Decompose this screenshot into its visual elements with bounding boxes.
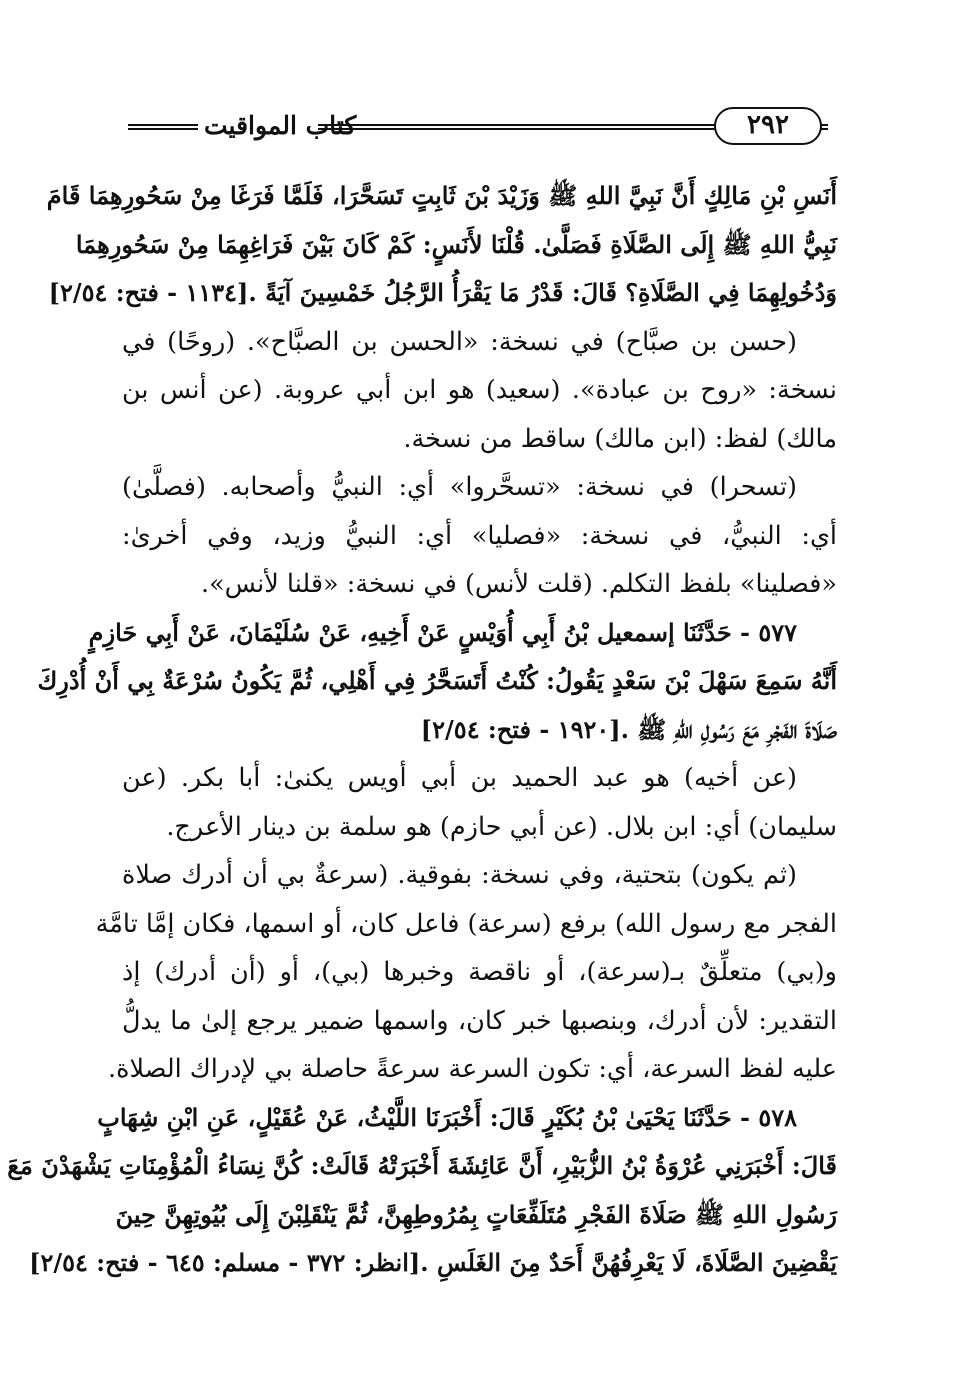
text-line: صَلَاةَ الفَجْرِ مَعَ رَسُولِ اللهِ ﷺ .[١٩٢٠ - فتح: ٢/٥٤] [420, 714, 837, 744]
page-number: ٢٩٢ [714, 107, 822, 145]
commentary-line: نسخة: «روح بن عبادة». (سعيد) هو ابن أبي عروبة. (عن أنس بن [122, 375, 837, 405]
commentary-line: مالك) لفظ: (ابن مالك) ساقط من نسخة. [403, 423, 837, 454]
commentary-line: و(بي) متعلِّقٌ بـ(سرعة)، أو ناقصة وخبرها (بي)، أو (أن أدرك) إذ [122, 957, 837, 987]
commentary-line: (عن أخيه) هو عبد الحميد بن أبي أويس يكنىٰ: أبا بكر. (عن [122, 763, 797, 793]
header-rule-left [128, 124, 198, 130]
commentary-line: (ثم يكون) بتحتية، وفي نسخة: بفوقية. (سرعةٌ بي أن أدرك صلاة [122, 860, 797, 890]
text-line: رَسُولِ اللهِ ﷺ صَلَاةَ الفَجْرِ مُتَلَفِّعَاتٍ بِمُرُوطِهِنَّ، ثُمَّ يَنْقَلِبْنَ إِلَى بُيُوتِهِنَّ حِينَ [115, 1199, 837, 1229]
text-line-hadith-577: ٥٧٧ - حَدَّثَنَا إسمعيل بْنُ أَبِي أُوَيْسٍ عَنْ أَخِيهِ، عَنْ سُلَيْمَانَ، عَنْ أَبِي حَازِمٍ [88, 617, 797, 647]
commentary-line: (تسحرا) في نسخة: «تسحَّروا» أي: النبيُّ وأصحابه. (فصلَّىٰ) [122, 472, 797, 502]
page-header [118, 98, 838, 158]
commentary-line: التقدير: لأن أدرك، وبنصبها خبر كان، واسمها ضمير يرجع إلىٰ ما يدلُّ [122, 1005, 837, 1036]
commentary-line: (حسن بن صبَّاح) في نسخة: «الحسن بن الصبَّاح». (روحًا) في [122, 326, 797, 357]
body-text [7, 172, 837, 1288]
book-title: كتاب المواقيت [204, 108, 314, 144]
text-line: يَقْضِينَ الصَّلَاةَ، لَا يَعْرِفُهُنَّ أَحَدٌ مِنَ الغَلَسِ .[انظر: ٣٧٢ - مسلم: ٦٤٥ - فتح: ٢/٥٤] [29, 1248, 837, 1277]
commentary-line: عليه لفظ السرعة، أي: تكون السرعة سرعةً حاصلة بي لإدراك الصلاة. [108, 1054, 837, 1084]
text-line-hadith-576-end: أَنَسِ بْنِ مَالِكٍ أَنَّ نَبِيَّ اللهِ ﷺ وَزَيْدَ بْنَ ثَابِتٍ تَسَحَّرَا، فَلَمَّا فَرَغَا مِنْ سَحُورِهِمَا قَامَ [46, 181, 837, 210]
commentary-line: سليمان) أي: ابن بلال. (عن أبي حازم) هو سلمة بن دينار الأعرج. [166, 811, 837, 842]
text-line: قَالَ: أَخْبَرَنِي عُرْوَةُ بْنُ الزُّبَيْرِ، أَنَّ عَائِشَةَ أَخْبَرَتْهُ قَالَتْ: كُنَّ نِسَاءُ الْمُؤْمِنَاتِ يَشْهَدْنَ مَعَ [7, 1151, 837, 1180]
text-line-hadith-578: ٥٧٨ - حَدَّثَنَا يَحْيَىٰ بْنُ بُكَيْرٍ قَالَ: أَخْبَرَنَا اللَّيْثُ، عَنْ عُقَيْلٍ، عَنِ ابْنِ شِهَابٍ [97, 1102, 797, 1132]
text-line: أَنَّهُ سَمِعَ سَهْلَ بْنَ سَعْدٍ يَقُولُ: كُنْتُ أَتَسَحَّرُ فِي أَهْلِي، ثُمَّ يَكُونُ سُرْعَةٌ بِي أَنْ أُدْرِكَ [37, 666, 837, 695]
text-line: نَبِيُّ اللهِ ﷺ إِلَى الصَّلَاةِ فَصَلَّىٰ. قُلْنَا لأَنَسٍ: كَمْ كَانَ بَيْنَ فَرَاغِهِمَا مِنْ سَحُورِهِمَا [75, 229, 837, 259]
commentary-line: الفجر مع رسول الله) برفع (سرعة) فاعل كان، أو اسمها، فكان إمَّا تامَّة [95, 908, 837, 939]
text-line: وَدُخُولِهِمَا فِي الصَّلَاةِ؟ قَالَ: قَدْرُ مَا يَقْرَأُ الرَّجُلُ خَمْسِينَ آيَةً .[١١٣٤ - فتح: ٢/٥٤] [48, 278, 837, 307]
commentary-line: «فصلينا» بلفظ التكلم. (قلت لأنس) في نسخة: «قلنا لأنس». [200, 569, 837, 599]
commentary-line: أي: النبيُّ، في نسخة: «فصليا» أي: النبيُّ وزيد، وفي أخرىٰ: [122, 520, 837, 551]
